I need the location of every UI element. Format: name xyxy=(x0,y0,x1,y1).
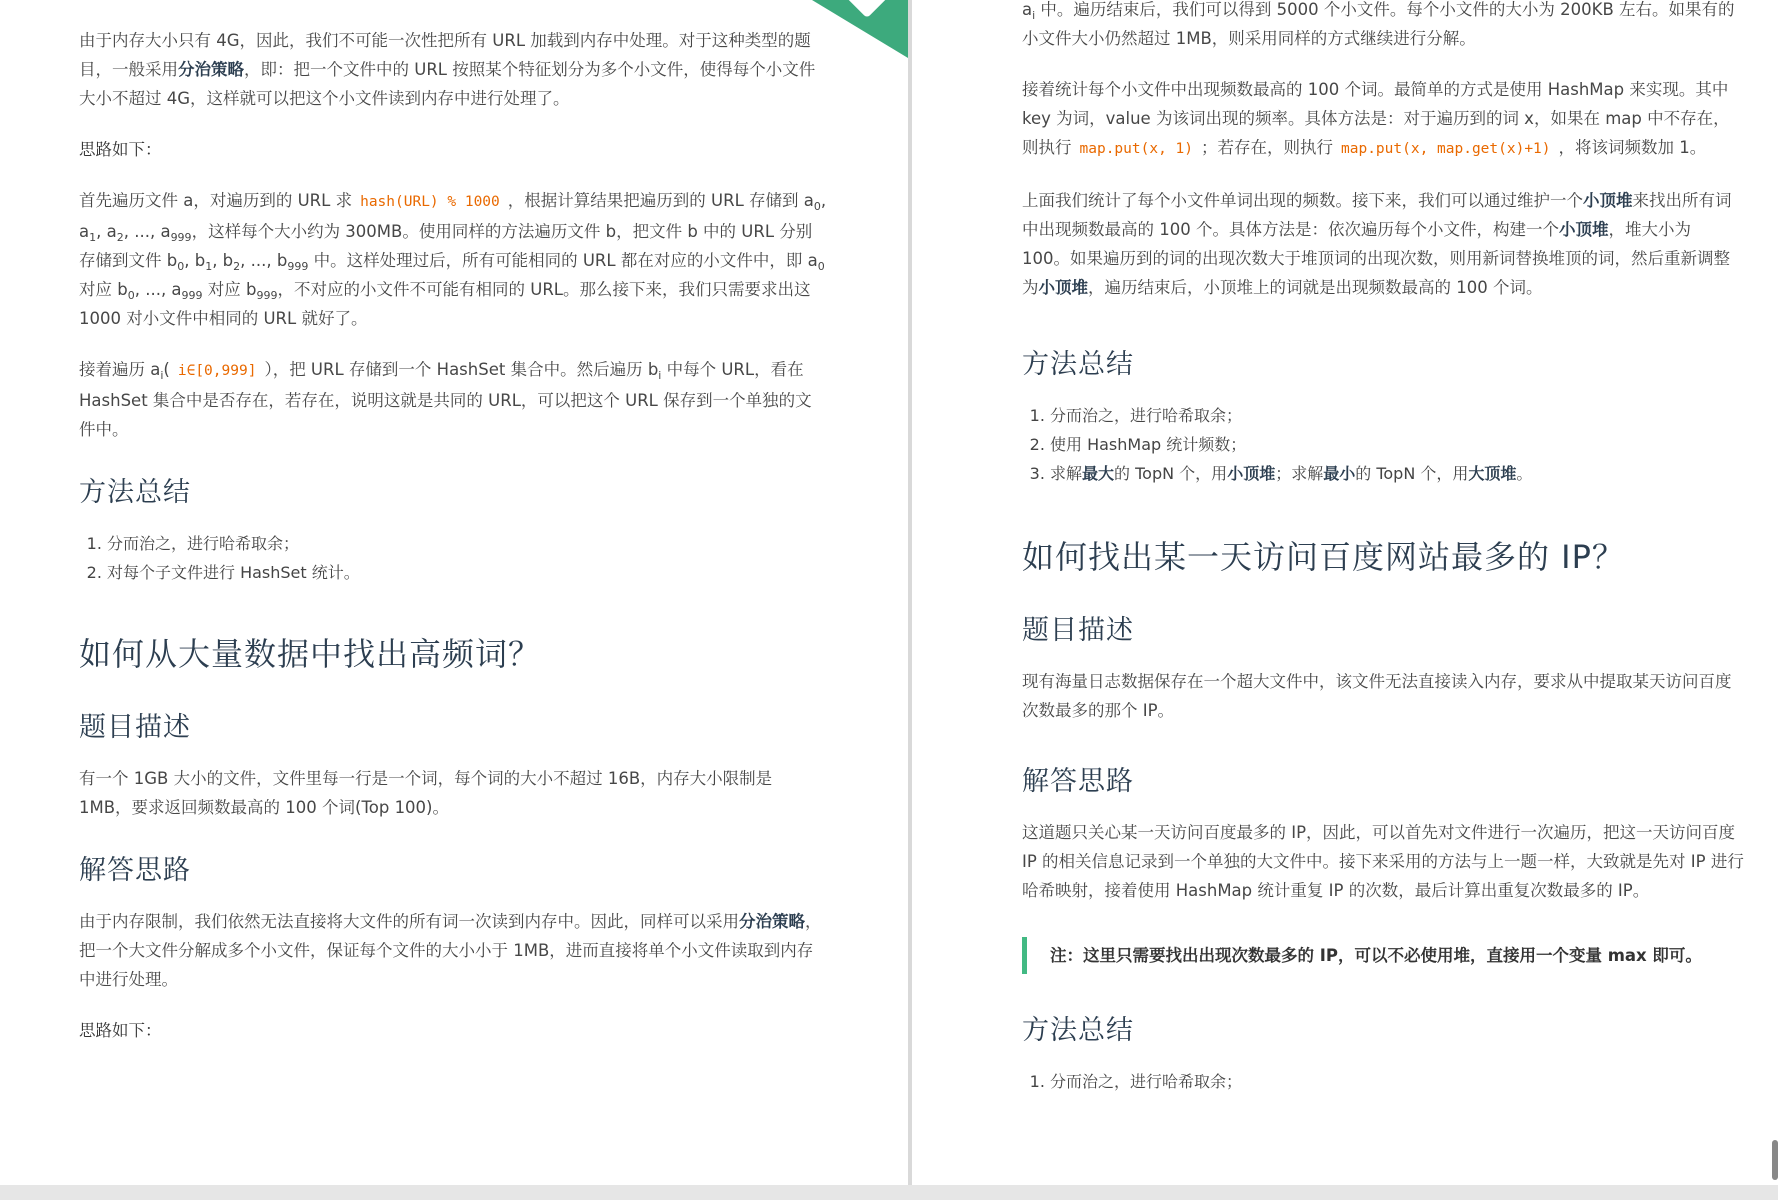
text: ；若存在，则执行 xyxy=(1201,138,1333,157)
paragraph-count xyxy=(1022,75,1744,164)
text: ，这样每个大小约为 300MB。使用同样的方法遍历文件 b，把文件 b 中的 URL 分别存储到文件 b xyxy=(79,222,813,270)
note-text: 注：这里只需要找出出现次数最多的 IP，可以不必使用堆，直接用一个变量 max 即可。 xyxy=(1050,946,1702,965)
text: 中。这样处理过后，所有可能相同的 URL 都在对应的小文件中，即 a xyxy=(308,251,818,270)
text: ；求解 xyxy=(1275,464,1324,483)
summary-list xyxy=(79,529,828,587)
text: ，不对应的小文件不可能有相同的 URL。那么接下来，我们只需要求出这 1000 对小文件中相同的 URL 就好了。 xyxy=(79,280,811,328)
text: a xyxy=(1022,0,1033,19)
heading-summary: 方法总结 xyxy=(79,477,191,508)
bold-keyword: 小顶堆 xyxy=(1038,278,1088,297)
paragraph-answer: 这道题只关心某一天访问百度最多的 IP，因此，可以首先对文件进行一次遍历，把这一天访问百度 IP 的相关信息记录到一个单独的大文件中。接下来采用的方法与上一题一样，大致就是先对 IP 进行哈希映射，接着使用 HashMap 统计重复 IP 的次数，最后计算出重复次数最多的 IP。 xyxy=(1022,823,1744,900)
inline-code: hash(URL) % 1000 xyxy=(360,194,500,210)
list-item: 2. 对每个子文件进行 HashSet 统计。 xyxy=(107,558,828,587)
text: 首先遍历文件 a，对遍历到的 URL 求 xyxy=(79,191,353,210)
heading-answer: 解答思路 xyxy=(79,855,191,886)
heading-question-high-freq: 如何从大量数据中找出高频词？ xyxy=(79,635,542,673)
text: ），把 URL 存储到一个 HashSet 集合中。然后遍历 b xyxy=(264,360,659,379)
bold-keyword: 小顶堆 xyxy=(1227,464,1276,483)
paragraph-description: 现有海量日志数据保存在一个超大文件中，该文件无法直接读入内存，要求从中提取某天访问百度次数最多的那个 IP。 xyxy=(1022,672,1732,720)
bold-keyword: 小顶堆 xyxy=(1583,191,1633,210)
text: ，即：把一个文件中的 URL 按照某个特征划分为多个小文件，使得每个小文件大小不超过 4G，这样就可以把这个小文件读到内存中进行处理了。 xyxy=(79,60,816,108)
text: 来找出所有词中出现频数最高的 100 个。具体方法是：依次遍历每个小文件，构建一个 xyxy=(1022,191,1732,239)
paragraph-continuation: $a_i$ 中。遍历结束后，我们可以得到 5000 个小文件。每个小文件的大小为 200KB 左右。如果有的小文件大小仍然超过 1MB，则采用同样的方式继续进行分解。 xyxy=(1022,0,1735,48)
inline-code: map.put(x, map.get(x)+1) xyxy=(1341,141,1551,157)
text: 中每个 URL，看在 HashSet 集合中是否存在，若存在，说明这就是共同的 URL，可以把这个 URL 保存到一个单独的文件中。 xyxy=(79,360,812,439)
paragraph-step1: 首先遍历文件 a，对遍历到的 URL 求 hash(URL) % 1000 ，根据计算结果把遍历到的 URL 存储到 $a_0$, $a_1$, $a_2$, ..., $a_{999}$，这样每个大小约为 300MB。使用同样的方法遍历文件 b，把文件 b 中的 URL 分别存储到文件 $b_0$, $b_1$, $b_2$, ..., $b_{999}$ 中。这样处理过后，所有可能相同的 URL 都在对应的小文件中，即 $a_0$ 对应 $b_0$, ..., $a_{999}$ 对应 $b_{999}$，不对应的小文件不可能有相同的 URL。那么接下来，我们只需要求出这 1000 对小文件中相同的 URL 就好了。 xyxy=(79,191,827,328)
text: ，遍历结束后，小顶堆上的词就是出现频数最高的 100 个词。 xyxy=(1088,278,1543,297)
text: ，将该词频数加 1。 xyxy=(1558,138,1707,157)
list-item: 2. 使用 HashMap 统计频数； xyxy=(1050,430,1744,459)
list-item: 1. 分而治之，进行哈希取余； xyxy=(107,529,828,558)
paragraph-intro xyxy=(79,26,828,113)
text: 。 xyxy=(1516,464,1533,483)
note-blockquote xyxy=(1022,937,1744,974)
label-thinking: 思路如下： xyxy=(79,140,162,159)
bold-keyword: 最大 xyxy=(1082,464,1115,483)
bold-keyword: 最小 xyxy=(1323,464,1356,483)
text: 对应 b xyxy=(202,280,257,299)
list-item: 1. 分而治之，进行哈希取余； xyxy=(1050,401,1744,430)
list-item xyxy=(1050,459,1744,488)
text: 由于内存大小只有 4G，因此，我们不可能一次性把所有 URL 加载到内存中处理。对于这种类型的题目，一般采用 xyxy=(79,31,811,79)
heading-description: 题目描述 xyxy=(79,712,191,743)
heading-answer: 解答思路 xyxy=(1022,766,1134,797)
text: ，根据计算结果把遍历到的 URL 存储到 a xyxy=(507,191,814,210)
heading-summary: 方法总结 xyxy=(1022,1015,1134,1046)
bold-keyword: 大顶堆 xyxy=(1468,464,1517,483)
paragraph-description: 有一个 1GB 大小的文件，文件里每一行是一个词，每个词的大小不超过 16B，内存大小限制是 1MB，要求返回频数最高的 100 个词(Top 100)。 xyxy=(79,769,773,817)
summary-list xyxy=(1022,401,1744,488)
label-thinking: 思路如下： xyxy=(79,1021,162,1040)
bold-keyword: 小顶堆 xyxy=(1558,220,1609,239)
bold-keyword: 分治策略 xyxy=(739,912,805,931)
text: ，堆大小为 100。如果遍历到的词的出现次数大于堆顶词的出现次数，则用新词替换堆顶的词，然后重新调整为 xyxy=(1022,220,1730,297)
heading-summary: 方法总结 xyxy=(1022,349,1134,380)
text: 接着遍历 a xyxy=(79,360,161,379)
list-item: 1. 分而治之，进行哈希取余； xyxy=(1050,1067,1744,1096)
paragraph-step2: 接着遍历 $a_i$( i∈[0,999] ），把 URL 存储到一个 HashSet 集合中。然后遍历 $b_i$ 中每个 URL，看在 HashSet 集合中是否存在，若存在，说明这就是共同的 URL，可以把这个 URL 保存到一个单独的文件中。 xyxy=(79,360,812,439)
text: 接着统计每个小文件中出现频数最高的 100 个词。最简单的方式是使用 HashMap 来实现。其中 key 为词，value 为该词出现的频率。具体方法是：对于遍历到的词 x，如果在 map 中不存在，则执行 xyxy=(1022,80,1730,157)
bold-keyword: 分治策略 xyxy=(178,60,244,79)
inline-code: i∈[0,999] xyxy=(177,363,257,379)
text: ，把一个大文件分解成多个小文件，保证每个文件的大小小于 1MB，进而直接将单个小文件读取到内存中进行处理。 xyxy=(79,912,822,989)
scrollbar-thumb[interactable] xyxy=(1772,1140,1778,1180)
paragraph-answer xyxy=(79,907,828,994)
summary-list xyxy=(1022,1067,1744,1096)
text: 的 TopN 个，用 xyxy=(1355,464,1469,483)
corner-ribbon-icon xyxy=(812,0,908,58)
heading-question-baidu-ip: 如何找出某一天访问百度网站最多的 IP？ xyxy=(1022,538,1625,576)
paragraph-heap xyxy=(1022,186,1744,302)
right-page xyxy=(912,0,1778,1185)
heading-description: 题目描述 xyxy=(1022,615,1134,646)
inline-code: map.put(x, 1) xyxy=(1079,141,1193,157)
text: 由于内存限制，我们依然无法直接将大文件的所有词一次读到内存中。因此，同样可以采用 xyxy=(79,912,739,931)
bottom-scrollbar-track[interactable] xyxy=(0,1185,1778,1200)
text: 上面我们统计了每个小文件单词出现的频数。接下来，我们可以通过维护一个 xyxy=(1022,191,1583,210)
text: 中。遍历结束后，我们可以得到 5000 个小文件。每个小文件的大小为 200KB 左右。如果有的小文件大小仍然超过 1MB，则采用同样的方式继续进行分解。 xyxy=(1022,0,1735,48)
text: 求解 xyxy=(1050,464,1083,483)
text: 的 TopN 个，用 xyxy=(1114,464,1228,483)
